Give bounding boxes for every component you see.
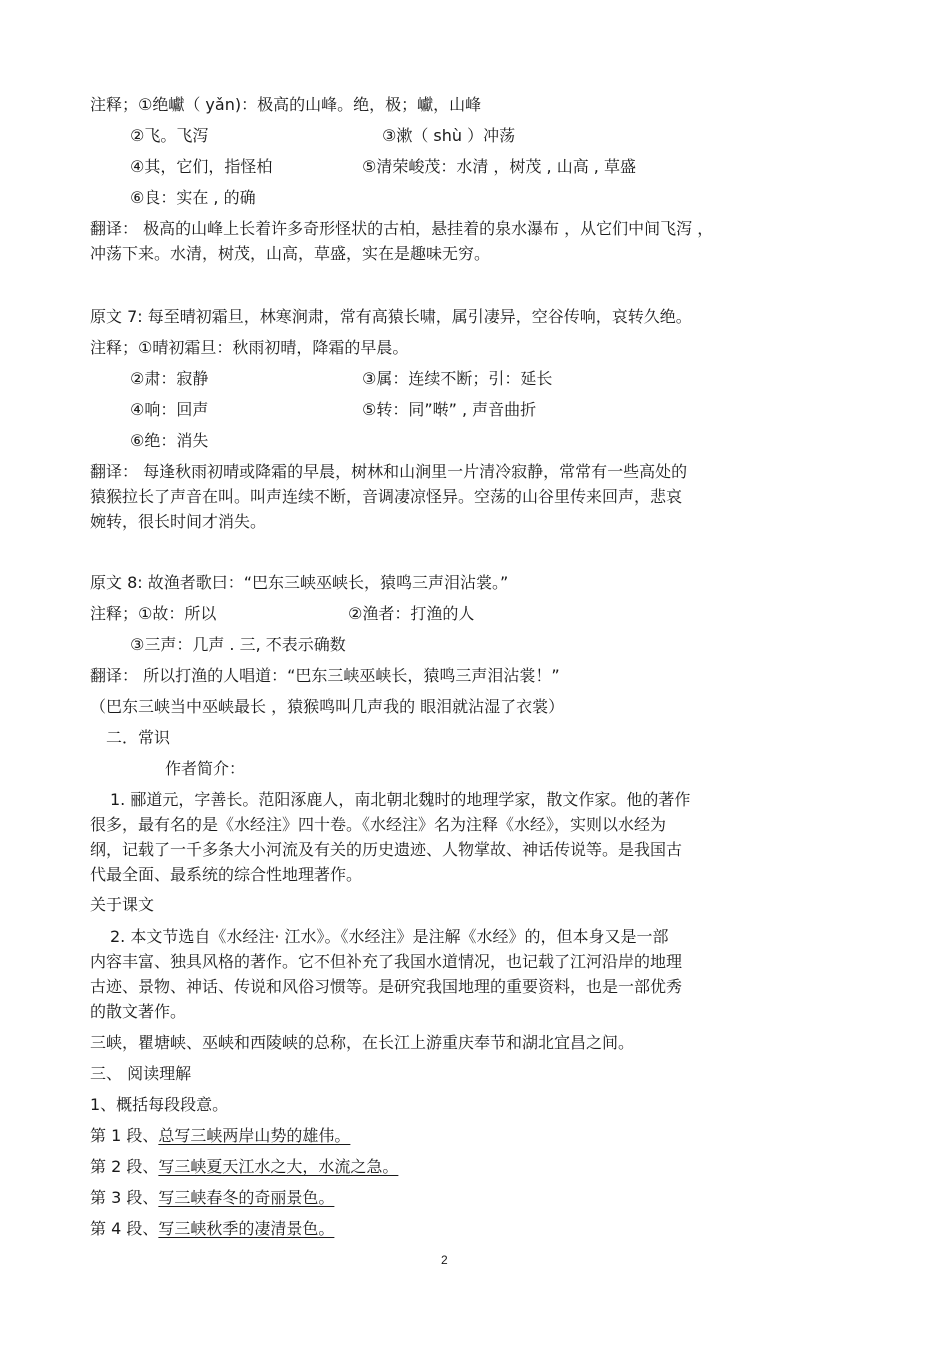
summary-label: 第 3 段、 [90, 1188, 159, 1207]
author-para-line3: 纲，记载了一千多条大小河流及有关的历史遗迹、人物掌故、神话传说等。是我国古 [90, 840, 683, 859]
summary-answer: 写三峡夏天江水之大，水流之急。 [158, 1157, 399, 1176]
original-text-7: 原文 7: 每至晴初霜旦，林寒涧肃，常有高猿长啸，属引凄异，空谷传响，哀转久绝。 [90, 307, 692, 326]
section-heading-reading: 三、 阅读理解 [90, 1064, 192, 1083]
translation7-line3: 婉转，很长时间才消失。 [90, 512, 267, 531]
notes8-item2: ②渔者：打渔的人 [348, 604, 475, 623]
notes6-item3: ③漱（ shù ）冲荡 [382, 126, 516, 145]
paragraph-summary-2 [90, 1156, 398, 1178]
translation7-line2: 猿猴拉长了声音在叫。叫声连续不断，音调凄凉怪异。空荡的山谷里传来回声，悲哀 [90, 487, 683, 506]
paragraph-summary-4 [90, 1218, 334, 1240]
author-para-line4: 代最全面、最系统的综合性地理著作。 [90, 865, 363, 884]
translation6-line2: 冲荡下来。水清，树茂，山高，草盛，实在是趣味无穷。 [90, 244, 491, 263]
summary-label: 第 1 段、 [90, 1126, 159, 1145]
notes7-item3: ③属：连续不断；引：延长 [362, 369, 553, 388]
paragraph-summary-1 [90, 1125, 350, 1147]
about-para-line2: 内容丰富、独具风格的著作。它不但补充了我国水道情况，也记载了江河沿岸的地理 [90, 952, 683, 971]
notes6-item4: ④其，它们，指怪柏 [130, 157, 273, 176]
notes7-item2: ②肃：寂静 [130, 369, 209, 388]
about-para-line1: 2. 本文节选自《水经注· 江水》。《水经注》是注解《水经》的，但本身又是一部 [110, 927, 669, 946]
summary-answer: 总写三峡两岸山势的雄伟。 [158, 1126, 351, 1145]
section-heading-knowledge: 二．常识 [106, 728, 171, 747]
summary-answer: 写三峡春冬的奇丽景色。 [158, 1188, 335, 1207]
notes6-item2: ②飞。飞泻 [130, 126, 209, 145]
notes6-line1: 注释；①绝巘（ yǎn)：极高的山峰。绝，极；巘，山峰 [90, 95, 482, 114]
sanxia-definition: 三峡，瞿塘峡、巫峡和西陵峡的总称，在长江上游重庆奉节和湖北宜昌之间。 [90, 1033, 635, 1052]
author-para-line2: 很多，最有名的是《水经注》四十卷。《水经注》名为注释《水经》，实则以水经为 [90, 815, 667, 834]
notes7-item6: ⑥绝：消失 [130, 431, 209, 450]
about-para-line4: 的散文著作。 [90, 1002, 187, 1021]
about-para-line3: 古迹、景物、神话、传说和风俗习惯等。是研究我国地理的重要资料，也是一部优秀 [90, 977, 683, 996]
notes7-item5: ⑤转：同”啭” , 声音曲折 [362, 400, 537, 419]
notes7-item4: ④响：回声 [130, 400, 209, 419]
author-para-line1: 1. 郦道元，字善长。范阳涿鹿人，南北朝北魏时的地理学家，散文作家。他的著作 [110, 790, 691, 809]
translation6-line1: 翻译： 极高的山峰上长着许多奇形怪状的古柏，悬挂着的泉水瀑布 ，从它们中间飞泻 ， [90, 219, 714, 238]
translation8-line1: 翻译： 所以打渔的人唱道：“巴东三峡巫峡长，猿鸣三声泪沾裳！” [90, 666, 560, 685]
notes8-item1: 注释；①故：所以 [90, 604, 217, 623]
original-text-8: 原文 8: 故渔者歌曰：“巴东三峡巫峡长，猿鸣三声泪沾裳。” [90, 573, 509, 592]
summary-label: 第 2 段、 [90, 1157, 159, 1176]
translation7-line1: 翻译： 每逢秋雨初晴或降霜的早晨，树林和山涧里一片清冷寂静，常常有一些高处的 [90, 462, 688, 481]
about-text-heading: 关于课文 [90, 895, 155, 914]
author-intro-heading: 作者简介： [165, 759, 246, 778]
notes8-item3: ③三声：几声 . 三, 不表示确数 [130, 635, 346, 654]
notes6-item6: ⑥良：实在 , 的确 [130, 188, 256, 207]
translation8-line2: （巴东三峡当中巫峡最长 ，猿猴鸣叫几声我的 眼泪就沾湿了衣裳） [90, 697, 565, 716]
paragraph-summary-3 [90, 1187, 334, 1209]
summary-answer: 写三峡秋季的凄清景色。 [158, 1219, 335, 1238]
notes6-item5: ⑤清荣峻茂：水清 ，树茂 , 山高 , 草盛 [362, 157, 636, 176]
notes7-line1: 注释；①晴初霜旦：秋雨初晴，降霜的早晨。 [90, 338, 409, 357]
summary-label: 第 4 段、 [90, 1219, 159, 1238]
question-1: 1、概括每段段意。 [90, 1095, 229, 1114]
page-number: 2 [441, 1253, 448, 1267]
